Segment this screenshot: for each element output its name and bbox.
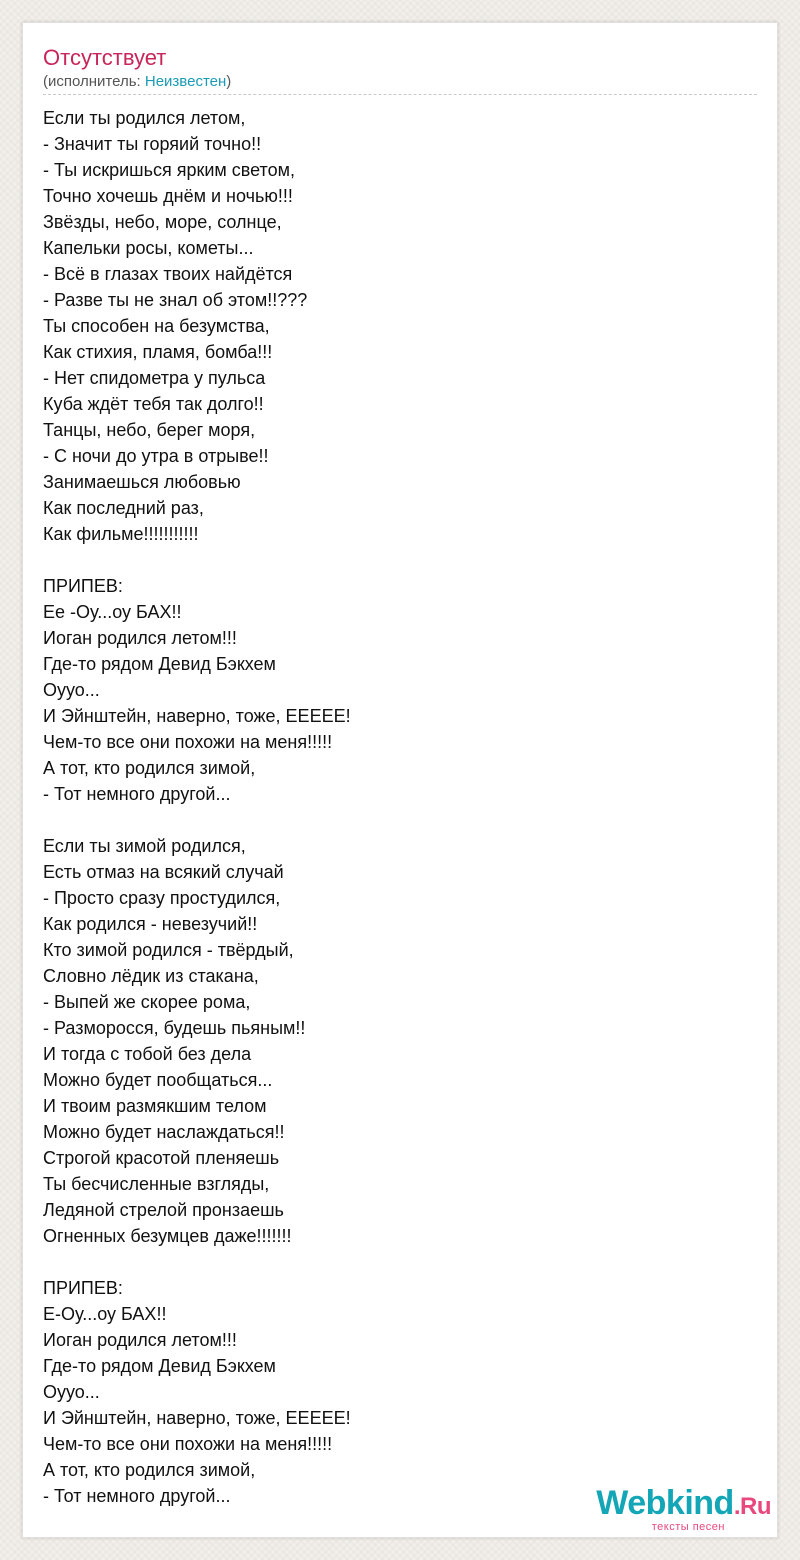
lyric-line: Кто зимой родился - твёрдый,: [43, 940, 294, 960]
lyric-line: Как родился - невезучий!!: [43, 914, 258, 934]
header-divider: [43, 94, 757, 95]
lyric-line: Куба ждёт тебя так долго!!: [43, 394, 264, 414]
lyric-line: А тот, кто родился зимой,: [43, 758, 256, 778]
lyric-line: Если ты зимой родился,: [43, 836, 246, 856]
song-title: Отсутствует: [43, 45, 167, 70]
lyric-line: И Эйнштейн, наверно, тоже, ЕЕЕЕЕ!: [43, 706, 351, 726]
lyric-line: Огненных безумцев даже!!!!!!!: [43, 1226, 292, 1246]
logo-domain-suffix: .Ru: [733, 1493, 771, 1520]
lyric-line: Можно будет пообщаться...: [43, 1070, 273, 1090]
artist-prefix: (исполнитель:: [43, 73, 145, 90]
lyric-line: Чем-то все они похожи на меня!!!!!: [43, 1434, 333, 1454]
lyric-line: - Разве ты не знал об этом!!???: [43, 290, 308, 310]
lyric-line: Капельки росы, кометы...: [43, 238, 254, 258]
lyric-line: ПРИПЕВ:: [43, 1278, 123, 1298]
lyric-line: Где-то рядом Девид Бэкхем: [43, 1356, 276, 1376]
lyric-line: Оууо...: [43, 1382, 100, 1402]
lyric-line: Танцы, небо, берег моря,: [43, 420, 256, 440]
lyric-line: Словно лёдик из стакана,: [43, 966, 259, 986]
lyric-line: ПРИПЕВ:: [43, 576, 123, 596]
lyric-blank-line: [43, 547, 743, 573]
lyric-line: А тот, кто родился зимой,: [43, 1460, 256, 1480]
lyric-line: Оууо...: [43, 680, 100, 700]
lyric-line: Ты бесчисленные взгляды,: [43, 1174, 270, 1194]
site-logo[interactable]: [596, 1486, 771, 1533]
logo-wordmark: Webkind: [596, 1484, 734, 1522]
lyric-blank-line: [43, 807, 743, 833]
lyric-line: Чем-то все они похожи на меня!!!!!: [43, 732, 333, 752]
lyric-line: - Выпей же скорее рома,: [43, 992, 251, 1012]
lyric-line: Звёзды, небо, море, солнце,: [43, 212, 282, 232]
lyric-line: - Тот немного другой...: [43, 1486, 231, 1506]
lyric-line: Занимаешься любовью: [43, 472, 241, 492]
lyric-line: - Ты искришься ярким светом,: [43, 160, 295, 180]
lyric-line: - Значит ты горяий точно!!: [43, 134, 262, 154]
lyrics-text: [43, 105, 743, 1509]
lyric-line: И твоим размякшим телом: [43, 1096, 267, 1116]
lyric-line: Ты способен на безумства,: [43, 316, 270, 336]
lyric-line: Если ты родился летом,: [43, 108, 246, 128]
artist-suffix: ): [226, 73, 232, 90]
lyric-line: Е-Оу...оу БАХ!!: [43, 1304, 167, 1324]
lyric-line: Иоган родился летом!!!: [43, 628, 237, 648]
lyric-line: Где-то рядом Девид Бэкхем: [43, 654, 276, 674]
lyric-line: Можно будет наслаждаться!!: [43, 1122, 285, 1142]
lyric-line: - Нет спидометра у пульса: [43, 368, 266, 388]
lyric-line: - Разморосся, будешь пьяным!!: [43, 1018, 306, 1038]
lyric-line: Есть отмаз на всякий случай: [43, 862, 284, 882]
lyric-line: Строгой красотой пленяешь: [43, 1148, 280, 1168]
lyric-line: Ее -Оу...оу БАХ!!: [43, 602, 182, 622]
lyric-line: Иоган родился летом!!!: [43, 1330, 237, 1350]
lyric-line: - Просто сразу простудился,: [43, 888, 281, 908]
lyrics-card: [22, 22, 778, 1538]
artist-line: [43, 73, 231, 91]
lyric-line: - С ночи до утра в отрыве!!: [43, 446, 269, 466]
lyric-line: - Тот немного другой...: [43, 784, 231, 804]
lyric-line: И тогда с тобой без дела: [43, 1044, 252, 1064]
lyric-line: - Всё в глазах твоих найдётся: [43, 264, 293, 284]
artist-link[interactable]: Неизвестен: [144, 73, 227, 90]
lyric-line: Точно хочешь днём и ночью!!!: [43, 186, 293, 206]
lyric-line: И Эйнштейн, наверно, тоже, ЕЕЕЕЕ!: [43, 1408, 351, 1428]
lyric-line: Как последний раз,: [43, 498, 204, 518]
lyric-line: Как фильме!!!!!!!!!!!: [43, 524, 199, 544]
lyric-blank-line: [43, 1249, 743, 1275]
logo-tagline: тексты песен: [651, 1521, 725, 1533]
lyric-line: Как стихия, пламя, бомба!!!: [43, 342, 273, 362]
lyric-line: Ледяной стрелой пронзаешь: [43, 1200, 284, 1220]
